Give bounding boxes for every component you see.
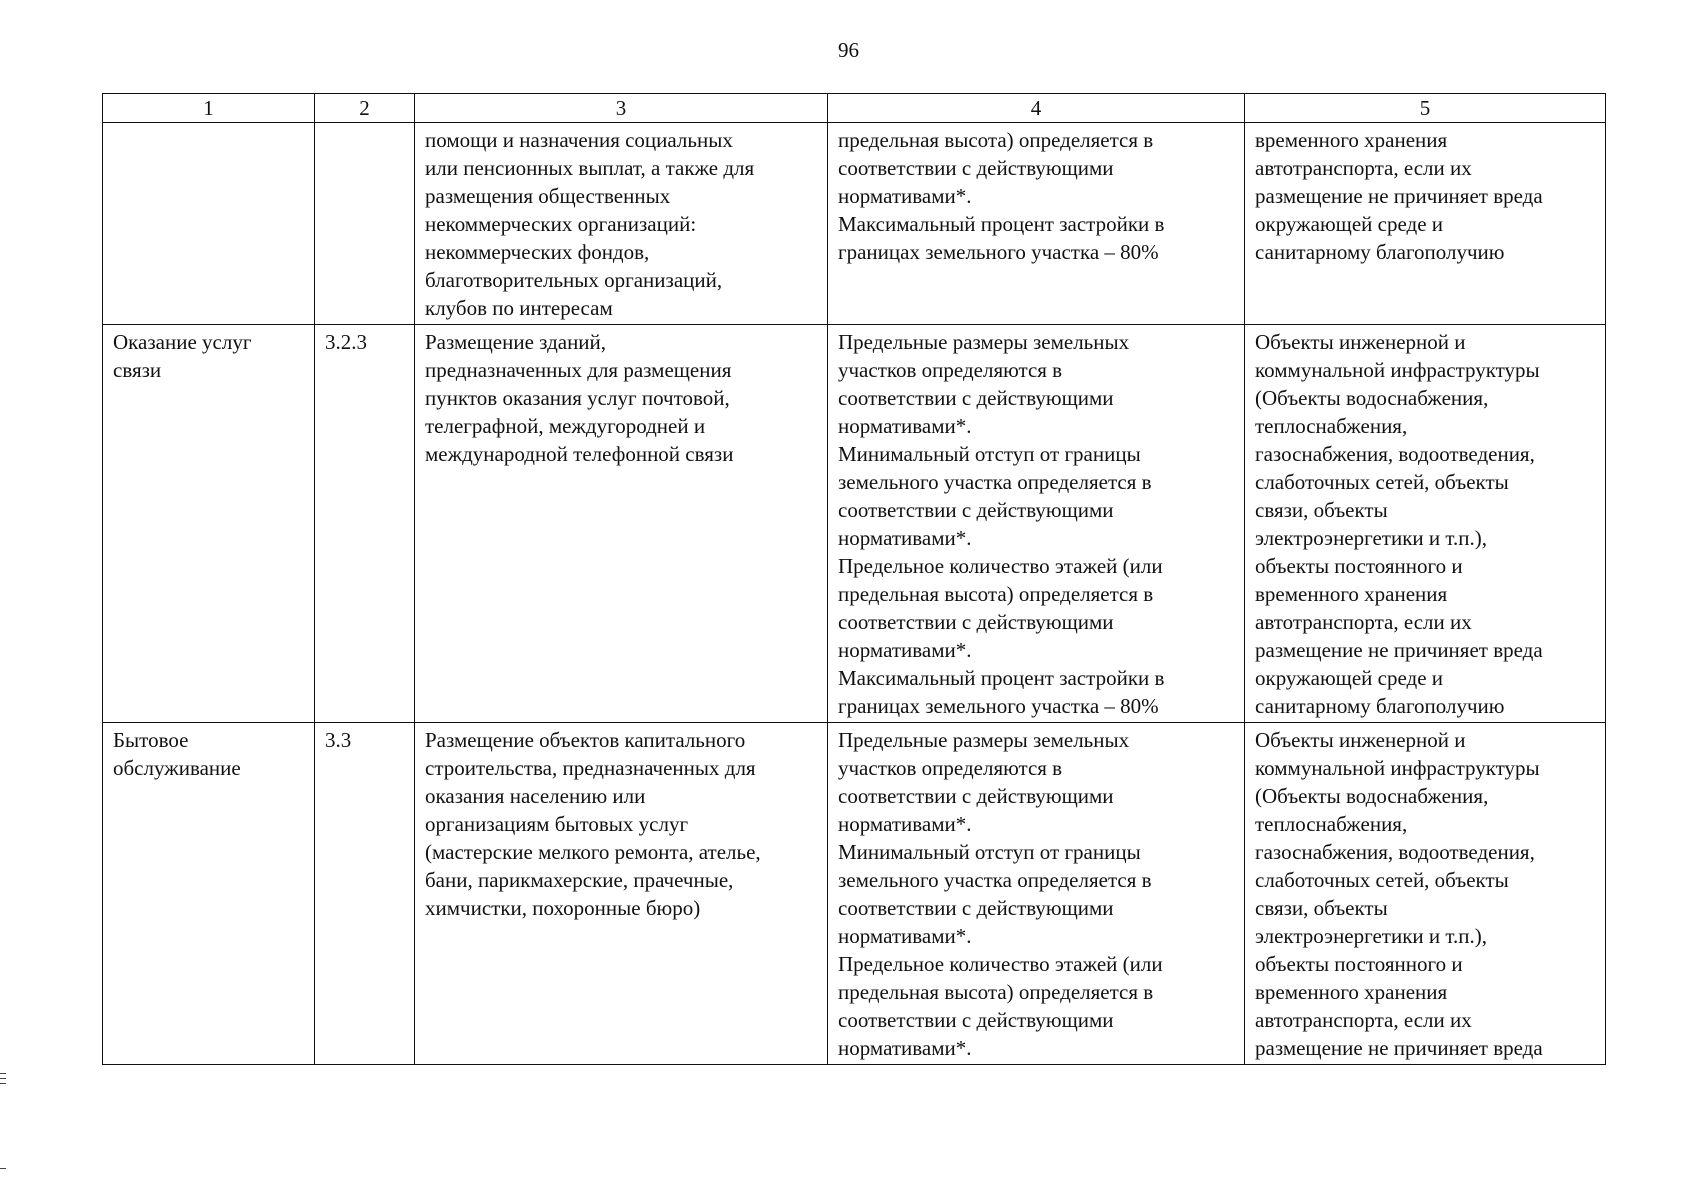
use-type-name-cell: Оказание услуг связи bbox=[103, 325, 315, 723]
table-header-row bbox=[103, 94, 1606, 123]
column-header-3: 3 bbox=[415, 94, 828, 123]
column-header-2: 2 bbox=[315, 94, 415, 123]
scan-artifact-mark bbox=[0, 1168, 6, 1169]
scan-artifact-mark bbox=[0, 1078, 6, 1079]
use-type-code-cell: 3.2.3 bbox=[315, 325, 415, 723]
auxiliary-uses-cell: временного хранения автотранспорта, если их размещение не причиняет вреда окружающей среде и санитарному благополучию bbox=[1245, 123, 1606, 325]
auxiliary-uses-cell: Объекты инженерной и коммунальной инфраструктуры (Объекты водоснабжения, теплоснабжения, газоснабжения, водоотведения, слаботочных сетей, объекты связи, объекты электроэнергетики и т.п.), объекты постоянного и временного хранения автотранспорта, если их размещение не причиняет вреда окружающей среде и санитарному благополучию bbox=[1245, 325, 1606, 723]
table-row bbox=[103, 723, 1606, 1065]
column-header-1: 1 bbox=[103, 94, 315, 123]
column-header-4: 4 bbox=[828, 94, 1245, 123]
use-description-cell: Размещение объектов капитального строительства, предназначенных для оказания населению или организациям бытовых услуг (мастерские мелкого ремонта, ателье, бани, парикмахерские, прачечные, химчистки, похоронные бюро) bbox=[415, 723, 828, 1065]
building-parameters-cell: Предельные размеры земельных участков определяются в соответствии с действующими нормативами*. Минимальный отступ от границы земельного участка определяется в соответствии с действующими нормативами*. Предельное количество этажей (или предельная высота) определяется в соответствии с действующими нормативами*. bbox=[828, 723, 1245, 1065]
use-type-name-cell: Бытовое обслуживание bbox=[103, 723, 315, 1065]
column-header-5: 5 bbox=[1245, 94, 1606, 123]
scan-artifact-mark bbox=[0, 1083, 6, 1084]
building-parameters-cell: предельная высота) определяется в соответствии с действующими нормативами*. Максимальный процент застройки в границах земельного участка – 80% bbox=[828, 123, 1245, 325]
table-body bbox=[103, 123, 1606, 1065]
table-row bbox=[103, 123, 1606, 325]
table-header bbox=[103, 94, 1606, 123]
use-type-name-cell bbox=[103, 123, 315, 325]
use-description-cell: помощи и назначения социальных или пенсионных выплат, а также для размещения общественных некоммерческих организаций: некоммерческих фондов, благотворительных организаций, клубов по интересам bbox=[415, 123, 828, 325]
table-row bbox=[103, 325, 1606, 723]
building-parameters-cell: Предельные размеры земельных участков определяются в соответствии с действующими нормативами*. Минимальный отступ от границы земельного участка определяется в соответствии с действующими нормативами*. Предельное количество этажей (или предельная высота) определяется в соответствии с действующими нормативами*. Максимальный процент застройки в границах земельного участка – 80% bbox=[828, 325, 1245, 723]
use-description-cell: Размещение зданий, предназначенных для размещения пунктов оказания услуг почтовой, телеграфной, междугородней и международной телефонной связи bbox=[415, 325, 828, 723]
page-number: 96 bbox=[838, 38, 859, 62]
land-use-regulations-table bbox=[102, 93, 1606, 1065]
auxiliary-uses-cell: Объекты инженерной и коммунальной инфраструктуры (Объекты водоснабжения, теплоснабжения, газоснабжения, водоотведения, слаботочных сетей, объекты связи, объекты электроэнергетики и т.п.), объекты постоянного и временного хранения автотранспорта, если их размещение не причиняет вреда bbox=[1245, 723, 1606, 1065]
scan-artifact-mark bbox=[0, 1073, 6, 1074]
use-type-code-cell bbox=[315, 123, 415, 325]
use-type-code-cell: 3.3 bbox=[315, 723, 415, 1065]
